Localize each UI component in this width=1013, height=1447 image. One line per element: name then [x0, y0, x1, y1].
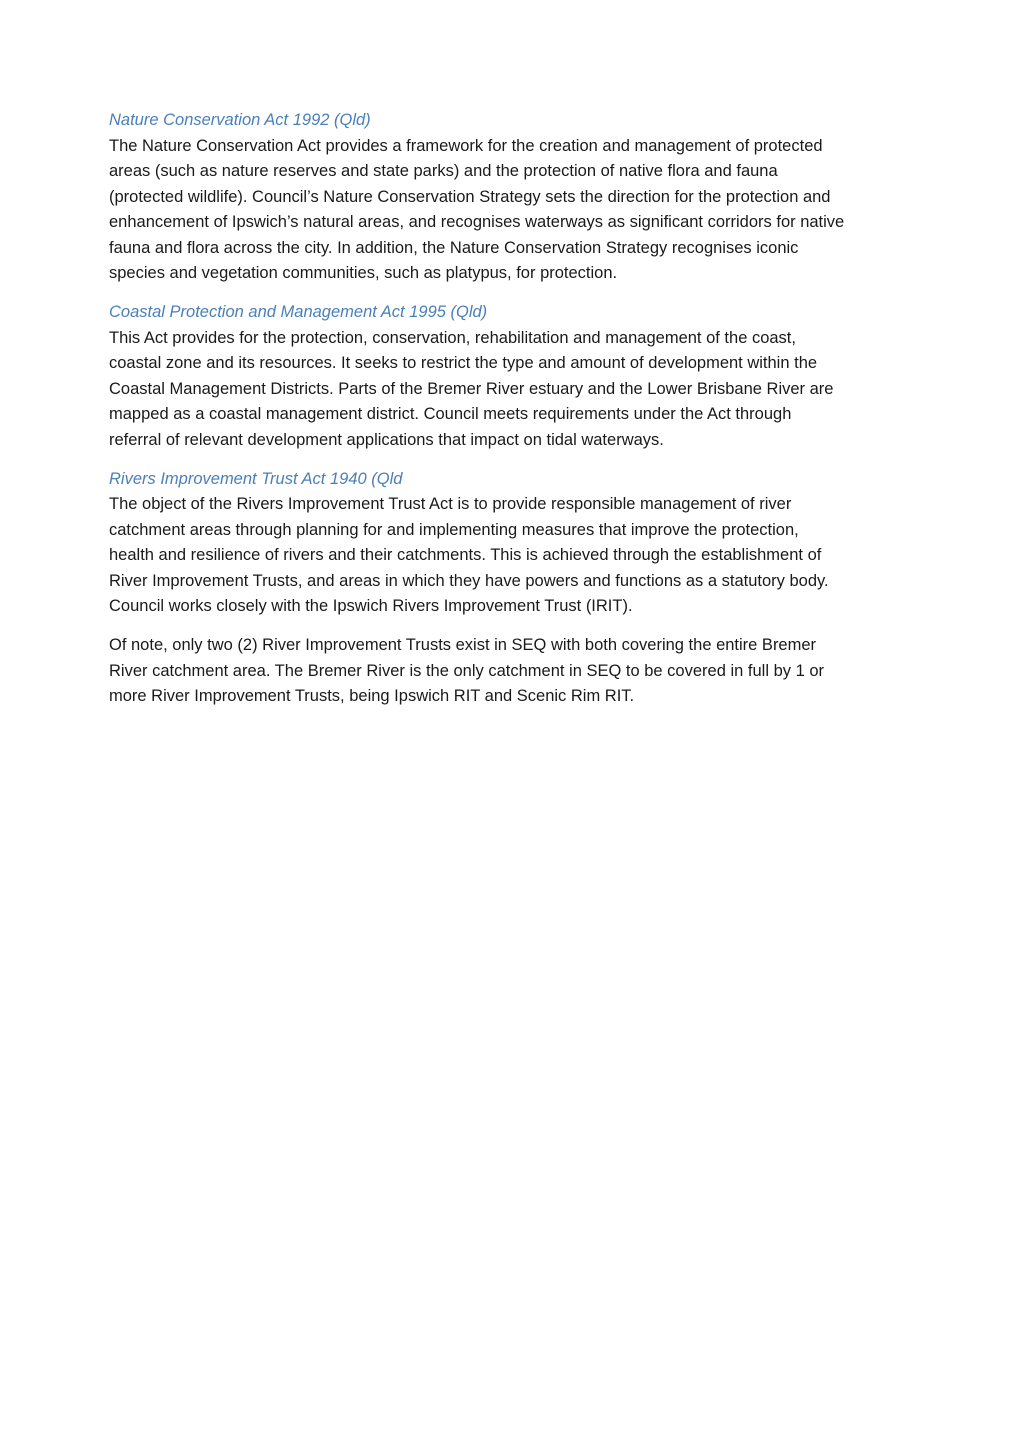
- section-rivers-improvement-trust-act: [109, 467, 909, 620]
- section-heading: Nature Conservation Act 1992 (Qld): [109, 111, 371, 129]
- paragraph-line: enhancement of Ipswich’s natural areas, and recognises waterways as significant corridors for native: [109, 213, 845, 231]
- section-heading: Coastal Protection and Management Act 1995 (Qld): [109, 303, 488, 321]
- paragraph-line: (protected wildlife). Council’s Nature Conservation Strategy sets the direction for the protection and: [109, 187, 831, 206]
- paragraph-line: This Act provides for the protection, conservation, rehabilitation and management of the coast,: [109, 328, 796, 347]
- section-paragraph: [109, 134, 909, 287]
- paragraph-line: more River Improvement Trusts, being Ipswich RIT and Scenic Rim RIT.: [109, 687, 635, 705]
- section-paragraph: [109, 492, 909, 620]
- spacer: [109, 453, 909, 467]
- paragraph-line: mapped as a coastal management district. Council meets requirements under the Act through: [109, 405, 792, 423]
- section-heading: Rivers Improvement Trust Act 1940 (Qld: [109, 469, 403, 488]
- paragraph-line: River catchment area. The Bremer River is the only catchment in SEQ to be covered in full by 1 or: [109, 661, 825, 680]
- paragraph-line: referral of relevant development applications that impact on tidal waterways.: [109, 430, 664, 449]
- spacer: [109, 620, 909, 634]
- paragraph-line: health and resilience of rivers and their catchments. This is achieved through the establishment of: [109, 546, 822, 564]
- paragraph-line: fauna and flora across the city. In addition, the Nature Conservation Strategy recognises iconic: [109, 238, 799, 257]
- paragraph-line: Council works closely with the Ipswich Rivers Improvement Trust (IRIT).: [109, 597, 633, 615]
- paragraph-line: The Nature Conservation Act provides a framework for the creation and management of protected: [109, 136, 823, 155]
- paragraph-line: Of note, only two (2) River Improvement Trusts exist in SEQ with both covering the entire Bremer: [109, 636, 817, 654]
- section-paragraph: [109, 326, 909, 454]
- paragraph-line: coastal zone and its resources. It seeks to restrict the type and amount of development within the: [109, 354, 818, 372]
- paragraph-line: areas (such as nature reserves and state parks) and the protection of native flora and fauna: [109, 162, 778, 180]
- spacer: [109, 287, 909, 301]
- section-coastal-protection-act: [109, 300, 909, 453]
- document-content: [109, 108, 909, 710]
- section-nature-conservation-act: [109, 108, 909, 287]
- paragraph-line: catchment areas through planning for and implementing measures that improve the protection,: [109, 520, 799, 539]
- paragraph-line: species and vegetation communities, such as platypus, for protection.: [109, 264, 618, 282]
- paragraph-line: Coastal Management Districts. Parts of the Bremer River estuary and the Lower Brisbane River are: [109, 379, 834, 398]
- closing-paragraph: [109, 633, 909, 710]
- paragraph-line: River Improvement Trusts, and areas in which they have powers and functions as a statutory body.: [109, 571, 829, 590]
- paragraph-line: The object of the Rivers Improvement Trust Act is to provide responsible management of river: [109, 495, 792, 513]
- closing-paragraph-section: [109, 633, 909, 710]
